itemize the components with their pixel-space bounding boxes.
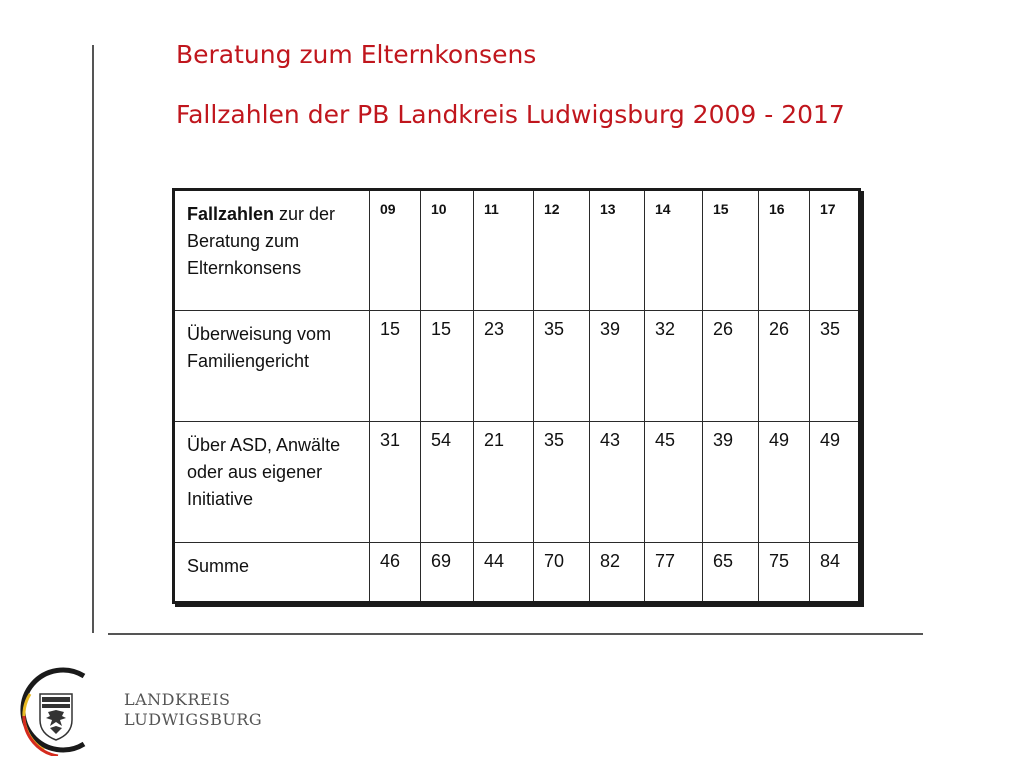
table-cell: 65 — [703, 543, 759, 603]
table-cell: 21 — [474, 422, 534, 543]
table-cell: 49 — [759, 422, 810, 543]
table-cell: 82 — [590, 543, 645, 603]
table-row — [174, 422, 860, 543]
year-header: 13 — [590, 190, 645, 311]
table-cell: 77 — [645, 543, 703, 603]
case-numbers-table — [172, 188, 861, 604]
table-cell: 43 — [590, 422, 645, 543]
row-label: Summe — [174, 543, 370, 603]
logo-text-line1: LANDKREIS — [124, 690, 231, 709]
table-cell: 26 — [703, 311, 759, 422]
table-cell: 84 — [810, 543, 860, 603]
year-header: 14 — [645, 190, 703, 311]
slide-title: Beratung zum Elternkonsens — [176, 40, 537, 69]
year-header: 16 — [759, 190, 810, 311]
slide-subtitle: Fallzahlen der PB Landkreis Ludwigsburg 2009 - 2017 — [176, 100, 845, 129]
year-header: 17 — [810, 190, 860, 311]
table-cell: 69 — [421, 543, 474, 603]
table-cell: 31 — [370, 422, 421, 543]
table-cell: 70 — [534, 543, 590, 603]
logo-wordmark — [124, 690, 262, 730]
table-cell: 75 — [759, 543, 810, 603]
table-cell: 54 — [421, 422, 474, 543]
table-cell: 49 — [810, 422, 860, 543]
header-label-bold: Fallzahlen — [187, 204, 275, 224]
year-header: 12 — [534, 190, 590, 311]
table-cell: 15 — [421, 311, 474, 422]
table-cell: 44 — [474, 543, 534, 603]
table-cell: 39 — [590, 311, 645, 422]
table-cell: 32 — [645, 311, 703, 422]
table-cell: 46 — [370, 543, 421, 603]
header-label-cell — [174, 190, 370, 311]
table-cell: 35 — [810, 311, 860, 422]
table-cell: 45 — [645, 422, 703, 543]
landkreis-ludwigsburg-crest-icon — [14, 664, 106, 756]
year-header: 11 — [474, 190, 534, 311]
table-row — [174, 311, 860, 422]
row-label: Überweisung vom Familiengericht — [174, 311, 370, 422]
year-header: 09 — [370, 190, 421, 311]
table-cell: 35 — [534, 311, 590, 422]
year-header: 15 — [703, 190, 759, 311]
table-cell: 15 — [370, 311, 421, 422]
table-row-total — [174, 543, 860, 603]
year-header: 10 — [421, 190, 474, 311]
vertical-divider — [92, 45, 94, 633]
logo-text-line2: LUDWIGSBURG — [124, 710, 263, 729]
row-label: Über ASD, Anwälte oder aus eigener Initiative — [174, 422, 370, 543]
table-cell: 23 — [474, 311, 534, 422]
table-cell: 26 — [759, 311, 810, 422]
table-cell: 35 — [534, 422, 590, 543]
table-cell: 39 — [703, 422, 759, 543]
horizontal-divider — [108, 633, 923, 635]
table-header-row — [174, 190, 860, 311]
header-label-rest: zur der Beratung zum Elternkonsens — [187, 204, 336, 278]
